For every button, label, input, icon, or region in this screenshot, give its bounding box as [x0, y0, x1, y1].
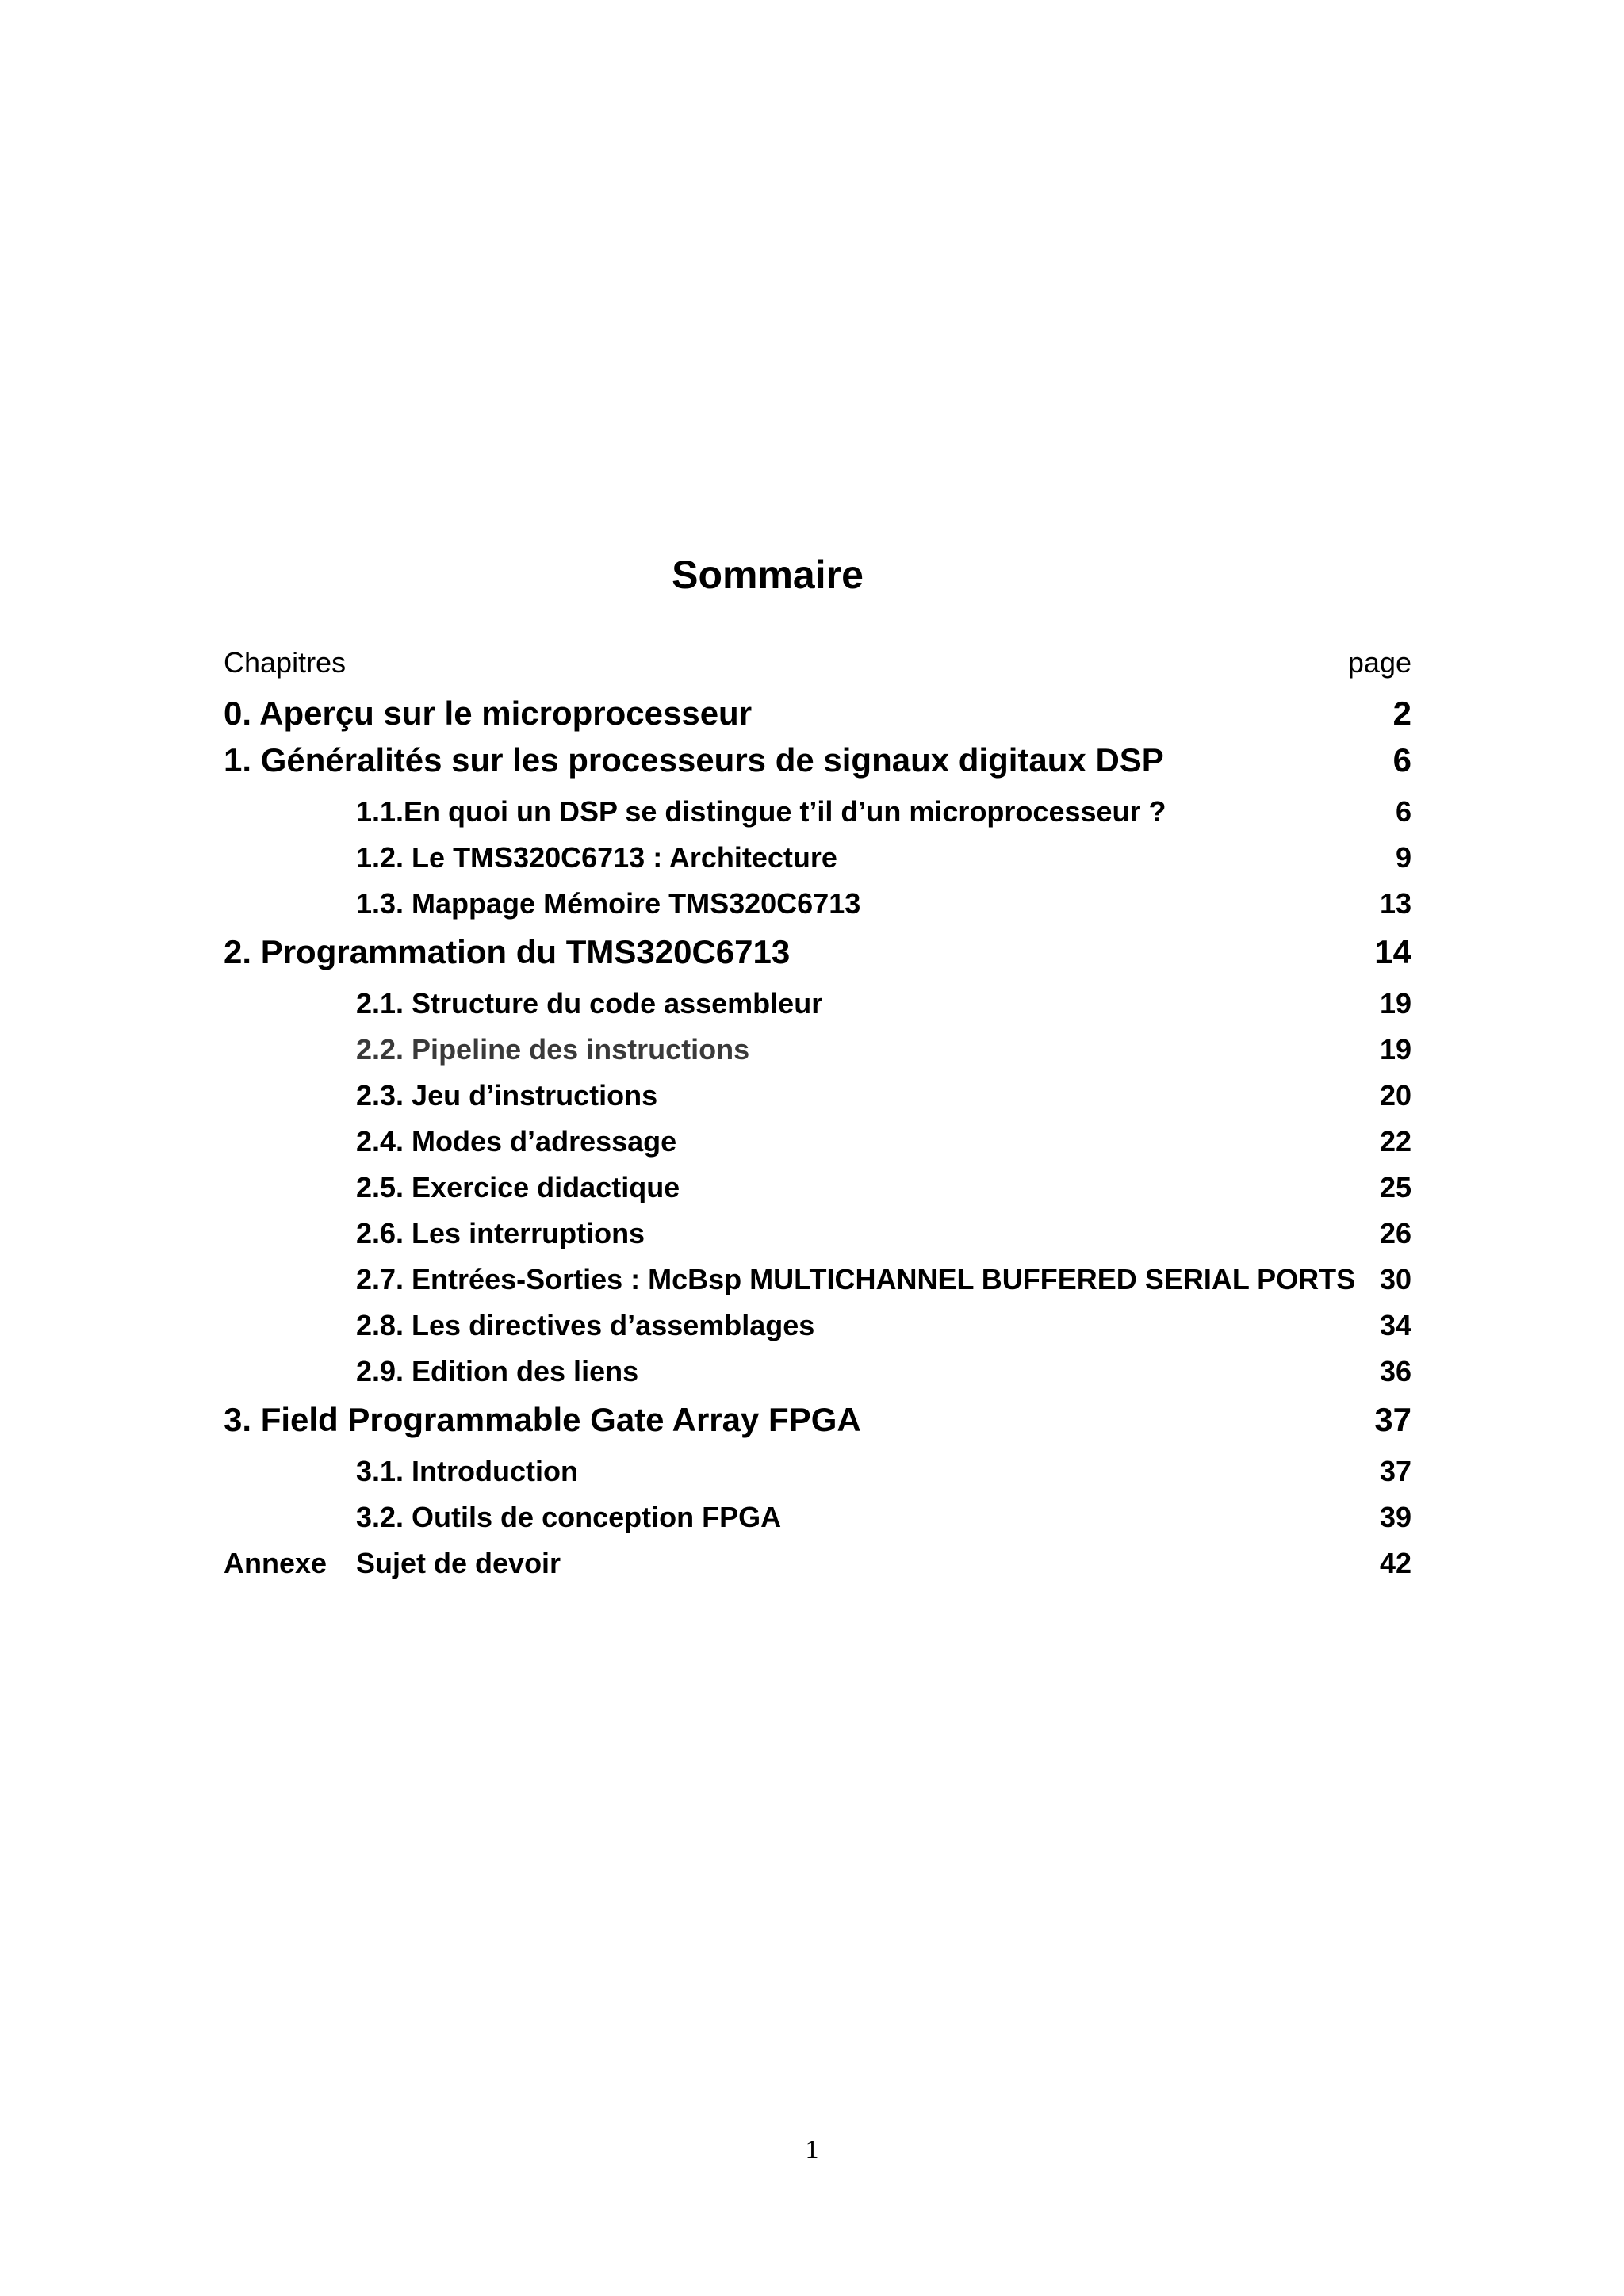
toc-entry-page: 6 [1392, 741, 1411, 779]
toc-section-2-3 [224, 1079, 1411, 1112]
toc-entry-label: 2. Programmation du TMS320C6713 [224, 933, 791, 970]
page-number: 1 [805, 2135, 819, 2164]
toc-section-1-2 [224, 841, 1411, 874]
toc-entry-page: 26 [1379, 1217, 1411, 1249]
toc-entry-label: 2.5. Exercice didactique [356, 1171, 680, 1203]
toc-entry-label: 1.1.En quoi un DSP se distingue t’il d’un microprocesseur ? [356, 795, 1166, 828]
toc-section-2-6 [224, 1217, 1411, 1250]
toc-entry-label: 2.3. Jeu d’instructions [356, 1079, 658, 1112]
toc-section-2-4 [224, 1125, 1411, 1158]
toc-section-2-1 [224, 987, 1411, 1020]
toc-annex [224, 1547, 1411, 1580]
toc-entry-label: 2.7. Entrées-Sorties : McBsp MULTICHANNEL BUFFERED SERIAL PORTS [356, 1263, 1356, 1295]
toc-header-page: page [1347, 646, 1411, 679]
toc-entry-page: 2 [1392, 695, 1411, 732]
toc-entry-page: 25 [1379, 1171, 1411, 1203]
toc-chapter-1 [224, 741, 1411, 779]
toc-entry-label: 2.8. Les directives d’assemblages [356, 1309, 815, 1341]
toc-entry-page: 42 [1379, 1547, 1411, 1579]
toc-annex-title: Sujet de devoir [356, 1547, 561, 1579]
toc-entry-page: 20 [1379, 1079, 1411, 1112]
toc-entry-page: 22 [1379, 1125, 1411, 1158]
toc-entry-label: 1.3. Mappage Mémoire TMS320C6713 [356, 887, 861, 920]
toc-entry-page: 19 [1379, 987, 1411, 1020]
toc-entry-label: 3.2. Outils de conception FPGA [356, 1501, 782, 1533]
toc-chapter-3 [224, 1401, 1411, 1439]
toc-section-2-5 [224, 1171, 1411, 1204]
toc-section-1-3 [224, 887, 1411, 920]
toc-entry-page: 34 [1379, 1309, 1411, 1341]
toc-entry-page: 37 [1379, 1455, 1411, 1487]
toc-section-2-2 [224, 1033, 1411, 1066]
toc-entry-page: 13 [1379, 887, 1411, 920]
toc-entry-label: 1.2. Le TMS320C6713 : Architecture [356, 841, 837, 874]
toc-section-3-2 [224, 1501, 1411, 1534]
toc-entry-label: 2.6. Les interruptions [356, 1217, 645, 1249]
toc-entry-page: 39 [1379, 1501, 1411, 1533]
toc-entry-label: 3. Field Programmable Gate Array FPGA [224, 1401, 861, 1438]
toc-entry-label: 2.2. Pipeline des instructions [356, 1033, 750, 1066]
toc-annex-label-group [224, 1547, 561, 1580]
toc-entry-label: 1. Généralités sur les processeurs de signaux digitaux DSP [224, 741, 1164, 779]
toc-entry-label: 0. Aperçu sur le microprocesseur [224, 695, 753, 732]
toc-section-2-7 [224, 1263, 1411, 1296]
toc-section-3-1 [224, 1455, 1411, 1488]
toc-entry-page: 9 [1395, 841, 1411, 874]
toc-entry-page: 19 [1379, 1033, 1411, 1066]
toc-entry-label: 2.4. Modes d’adressage [356, 1125, 677, 1158]
toc-entry-page: 30 [1379, 1263, 1411, 1295]
toc-section-2-8 [224, 1309, 1411, 1342]
toc-chapter-2 [224, 933, 1411, 971]
toc-entry-page: 6 [1395, 795, 1411, 828]
toc-entry-page: 36 [1379, 1355, 1411, 1387]
toc-entry-label: 3.1. Introduction [356, 1455, 579, 1487]
toc-entry-page: 14 [1374, 933, 1411, 970]
toc-annex-prefix: Annexe [224, 1547, 327, 1579]
toc-entry-label: 2.9. Edition des liens [356, 1355, 639, 1387]
page-title: Sommaire [672, 553, 864, 597]
toc-chapter-0 [224, 695, 1411, 733]
toc-header [224, 646, 1411, 679]
toc-entry-label: 2.1. Structure du code assembleur [356, 987, 823, 1020]
toc-entry-page: 37 [1374, 1401, 1411, 1438]
toc-header-chapters: Chapitres [224, 646, 347, 679]
toc-section-1-1 [224, 795, 1411, 828]
toc-section-2-9 [224, 1355, 1411, 1388]
